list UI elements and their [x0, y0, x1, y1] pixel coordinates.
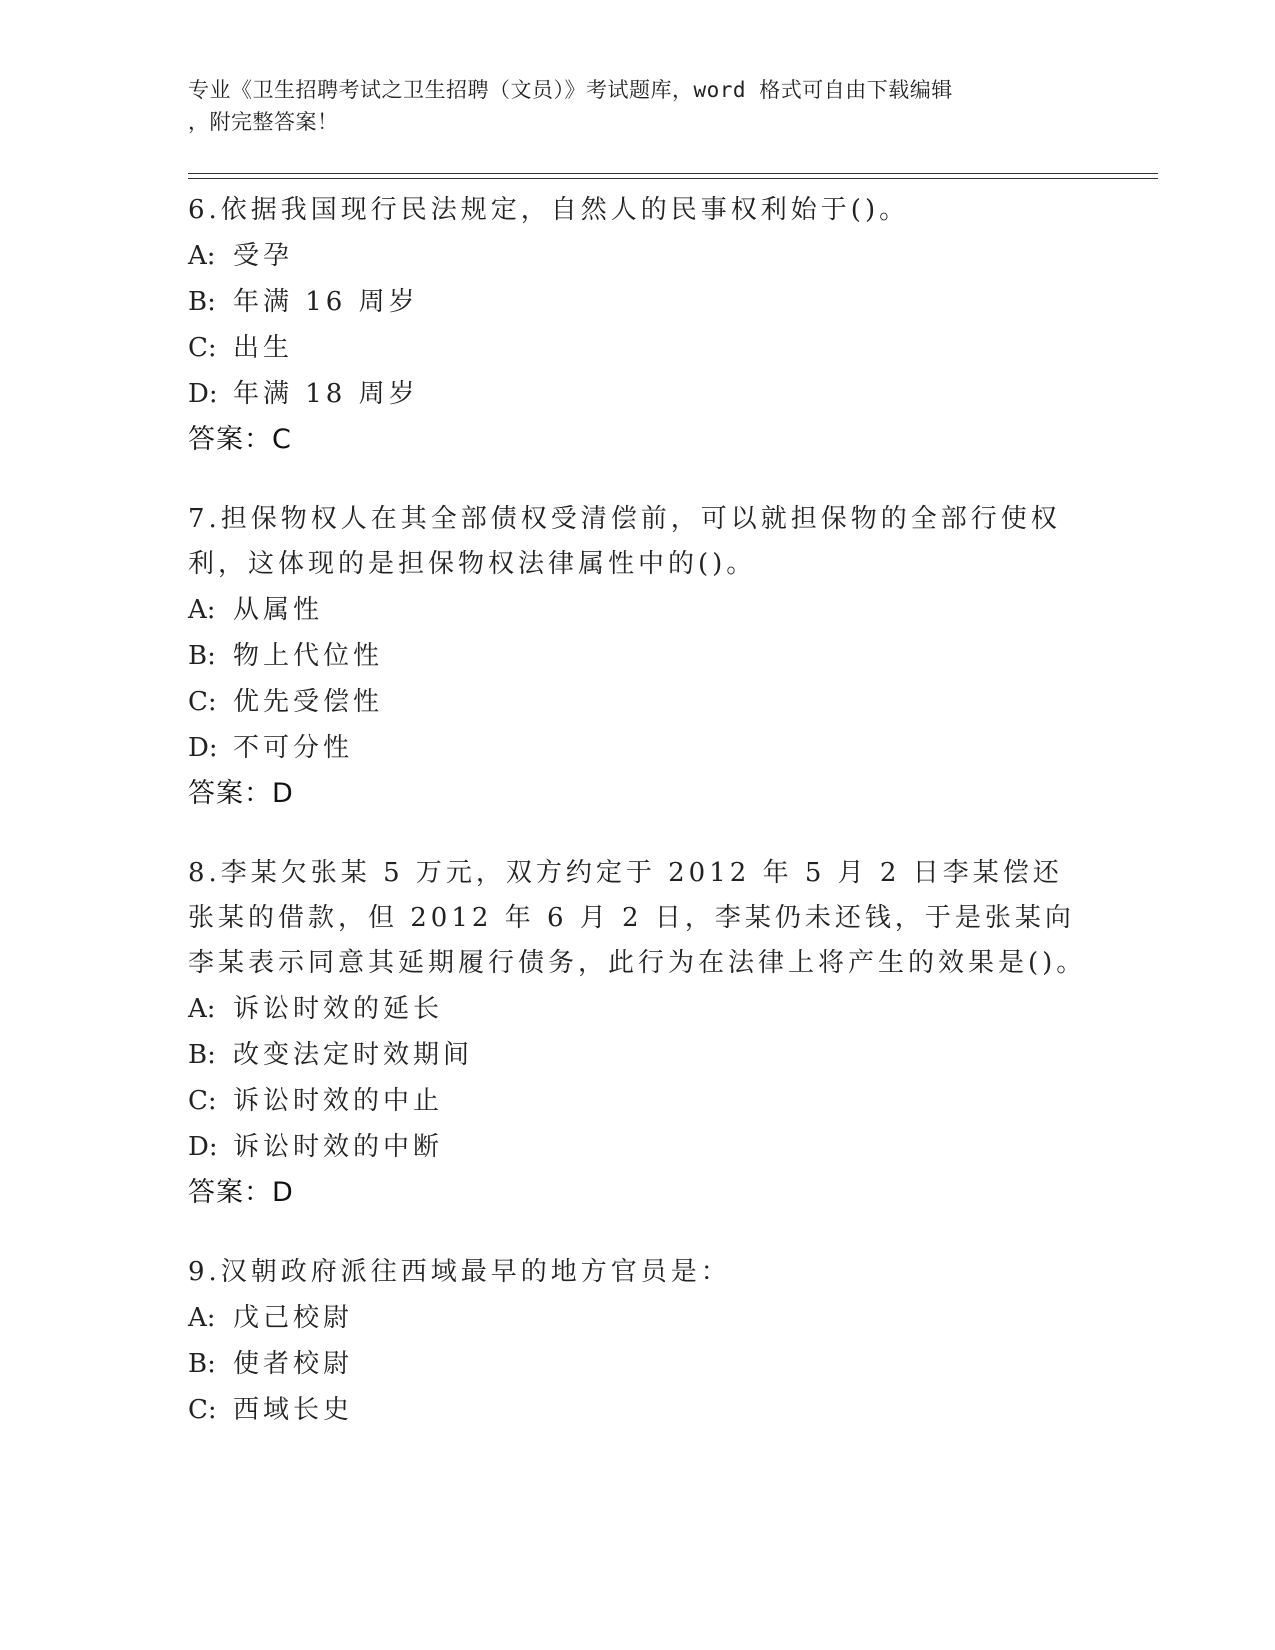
- option-b: [188, 633, 1088, 679]
- option-text: 从属性: [233, 595, 324, 625]
- answer-label: 答案：D: [188, 778, 294, 809]
- option-c: [188, 325, 1088, 371]
- option-letter: C:: [188, 687, 217, 717]
- question-8: [188, 851, 1088, 1216]
- document-header: [188, 74, 1068, 138]
- answer-label: 答案：D: [188, 1177, 294, 1208]
- option-letter: A:: [188, 595, 216, 625]
- option-letter: A:: [188, 1303, 216, 1333]
- question-7: [188, 497, 1088, 817]
- option-a: [188, 986, 1088, 1032]
- option-letter: D:: [188, 1132, 218, 1162]
- option-letter: B:: [188, 287, 216, 317]
- option-text: 受孕: [233, 241, 294, 271]
- option-b: [188, 1032, 1088, 1078]
- question-text: 9.汉朝政府派往西域最早的地方官员是：: [188, 1257, 731, 1287]
- question-6: [188, 188, 1088, 463]
- option-letter: B:: [188, 641, 216, 671]
- question-text: 7.担保物权人在其全部债权受清偿前，可以就担保物的全部行使权利，这体现的是担保物权法律属性中的()。: [188, 504, 1061, 579]
- option-a: [188, 1295, 1088, 1341]
- option-c: [188, 1078, 1088, 1124]
- question-list: [188, 188, 1088, 1467]
- option-letter: A:: [188, 241, 216, 271]
- option-d: [188, 1124, 1088, 1170]
- question-text: 6.依据我国现行民法规定，自然人的民事权利始于()。: [188, 195, 910, 225]
- answer-label: 答案：C: [188, 424, 292, 455]
- option-letter: D:: [188, 379, 218, 409]
- option-text: 出生: [233, 333, 294, 363]
- option-d: [188, 725, 1088, 771]
- option-text: 诉讼时效的中断: [233, 1132, 444, 1162]
- option-text: 改变法定时效期间: [233, 1040, 474, 1070]
- option-a: [188, 233, 1088, 279]
- option-a: [188, 587, 1088, 633]
- option-text: 西域长史: [233, 1395, 354, 1425]
- option-b: [188, 1341, 1088, 1387]
- question-text: 8.李某欠张某 5 万元，双方约定于 2012 年 5 月 2 日李某偿还张某的借款，但 2012 年 6 月 2 日，李某仍未还钱，于是张某向李某表示同意其延期履行债务，此行为在法律上将产生的效果是()。: [188, 858, 1087, 978]
- option-text: 年满 18 周岁: [233, 379, 419, 409]
- option-text: 诉讼时效的中止: [233, 1086, 444, 1116]
- question-9: [188, 1250, 1088, 1433]
- option-text: 诉讼时效的延长: [233, 994, 444, 1024]
- option-letter: A:: [188, 994, 216, 1024]
- header-line-2: ，附完整答案！: [188, 110, 339, 134]
- option-letter: B:: [188, 1349, 216, 1379]
- option-letter: B:: [188, 1040, 216, 1070]
- option-letter: C:: [188, 1086, 217, 1116]
- option-letter: C:: [188, 333, 217, 363]
- option-text: 物上代位性: [233, 641, 384, 671]
- option-text: 戊己校尉: [233, 1303, 354, 1333]
- option-text: 使者校尉: [233, 1349, 354, 1379]
- option-d: [188, 371, 1088, 417]
- option-text: 不可分性: [233, 733, 354, 763]
- option-c: [188, 1387, 1088, 1433]
- header-divider-top: [188, 173, 1158, 174]
- option-letter: C:: [188, 1395, 217, 1425]
- header-divider-bottom: [188, 178, 1158, 179]
- header-line-1: 专业《卫生招聘考试之卫生招聘（文员）》考试题库，word 格式可自由下载编辑: [188, 78, 953, 102]
- option-letter: D:: [188, 733, 218, 763]
- option-text: 年满 16 周岁: [233, 287, 419, 317]
- option-b: [188, 279, 1088, 325]
- option-text: 优先受偿性: [233, 687, 384, 717]
- option-c: [188, 679, 1088, 725]
